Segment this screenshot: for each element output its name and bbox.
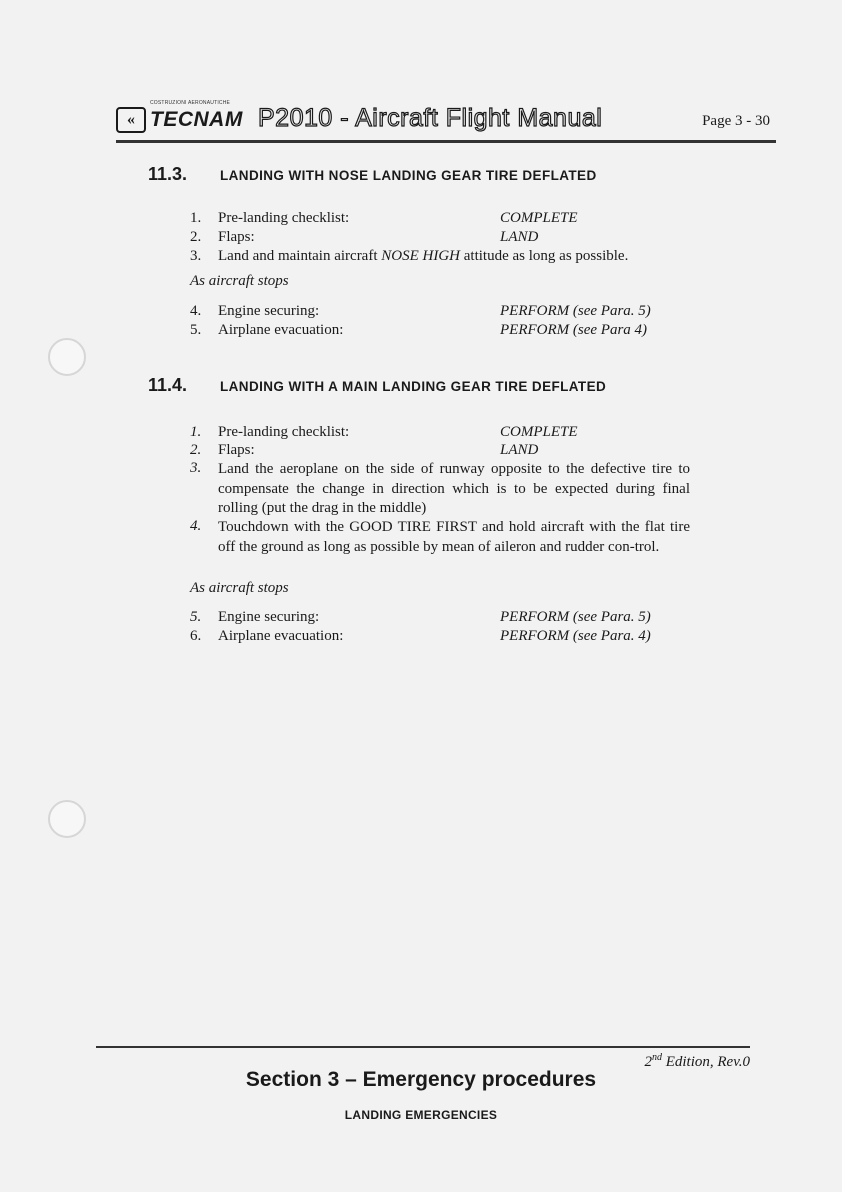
subheading: As aircraft stops xyxy=(190,580,289,596)
page-number: Page 3 - 30 xyxy=(702,113,770,129)
tecnam-logo xyxy=(116,100,243,133)
step-value: COMPLETE xyxy=(500,210,578,226)
step-number: 5. xyxy=(190,322,202,338)
section-heading-11-3 xyxy=(148,164,597,185)
section-number: 11.3. xyxy=(148,164,188,184)
step-number: 1. xyxy=(190,210,202,226)
tecnam-logo-icon: « xyxy=(116,107,146,133)
step-text: Land the aeroplane on the side of runway opposite to the defective tire to compensate the change in direction which is to be expected during final rolling (put the drag in the middle) xyxy=(218,461,690,516)
checklist-step xyxy=(190,608,651,627)
section-heading-11-4 xyxy=(148,375,606,396)
manual-title: P2010 - Aircraft Flight Manual xyxy=(258,104,603,132)
step-number: 2. xyxy=(190,229,202,245)
step-value: LAND xyxy=(500,442,539,458)
checklist-step xyxy=(190,441,539,460)
step-text: Land and maintain aircraft xyxy=(218,248,382,264)
step-label: Pre-landing checklist: xyxy=(218,210,350,226)
edition-text: Edition, Rev.0 xyxy=(661,1054,750,1070)
step-label: Airplane evacuation: xyxy=(218,322,344,338)
checklist-step xyxy=(190,228,539,247)
step-value: COMPLETE xyxy=(500,424,578,440)
footer-section-title: Section 3 – Emergency procedures xyxy=(245,1068,597,1091)
step-number: 4. xyxy=(190,518,202,534)
step-number: 3. xyxy=(190,460,202,476)
step-emphasis: NOSE HIGH xyxy=(381,248,461,264)
page-header xyxy=(116,100,776,138)
step-value: PERFORM (see Para 4) xyxy=(500,322,648,338)
step-text: attitude as long as possible. xyxy=(460,248,629,264)
footer-subtitle: LANDING EMERGENCIES xyxy=(344,1108,498,1122)
step-label: Flaps: xyxy=(218,229,255,245)
punch-hole-top xyxy=(48,338,86,376)
section-number: 11.4. xyxy=(148,375,188,395)
footer-divider xyxy=(96,1046,750,1048)
section-title: LANDING WITH A MAIN LANDING GEAR TIRE DEFLATED xyxy=(220,379,607,394)
step-number: 3. xyxy=(190,248,202,264)
checklist-step xyxy=(190,321,648,340)
step-label: Flaps: xyxy=(218,442,255,458)
header-divider xyxy=(116,140,776,143)
checklist-step xyxy=(190,209,578,228)
section-title: LANDING WITH NOSE LANDING GEAR TIRE DEFLATED xyxy=(220,168,597,183)
step-value: PERFORM (see Para. 5) xyxy=(500,609,651,625)
step-number: 2. xyxy=(190,442,202,458)
edition-number: 2 xyxy=(644,1054,652,1070)
step-number: 1. xyxy=(190,424,202,440)
checklist-step xyxy=(190,247,628,266)
step-value: PERFORM (see Para. 5) xyxy=(500,303,651,319)
punch-hole-bottom xyxy=(48,800,86,838)
subheading: As aircraft stops xyxy=(190,273,289,289)
step-label: Airplane evacuation: xyxy=(218,628,344,644)
edition-suffix: nd xyxy=(651,1052,662,1063)
step-number: 6. xyxy=(190,628,202,644)
step-value: LAND xyxy=(500,229,539,245)
logo-subtext: COSTRUZIONI AERONAUTICHE xyxy=(150,100,231,106)
step-text: Touchdown with the GOOD TIRE FIRST and hold aircraft with the flat tire off the ground as long as possible by mean of aileron and rudder con-trol. xyxy=(218,519,690,555)
step-label: Engine securing: xyxy=(218,303,320,319)
step-label: Engine securing: xyxy=(218,609,320,625)
step-number: 5. xyxy=(190,609,202,625)
step-value: PERFORM (see Para. 4) xyxy=(500,628,651,644)
step-label: Pre-landing checklist: xyxy=(218,424,350,440)
checklist-step xyxy=(190,423,578,442)
logo-text: TECNAM xyxy=(150,108,243,131)
step-number: 4. xyxy=(190,303,202,319)
checklist-step xyxy=(190,627,651,646)
checklist-step xyxy=(190,302,651,321)
